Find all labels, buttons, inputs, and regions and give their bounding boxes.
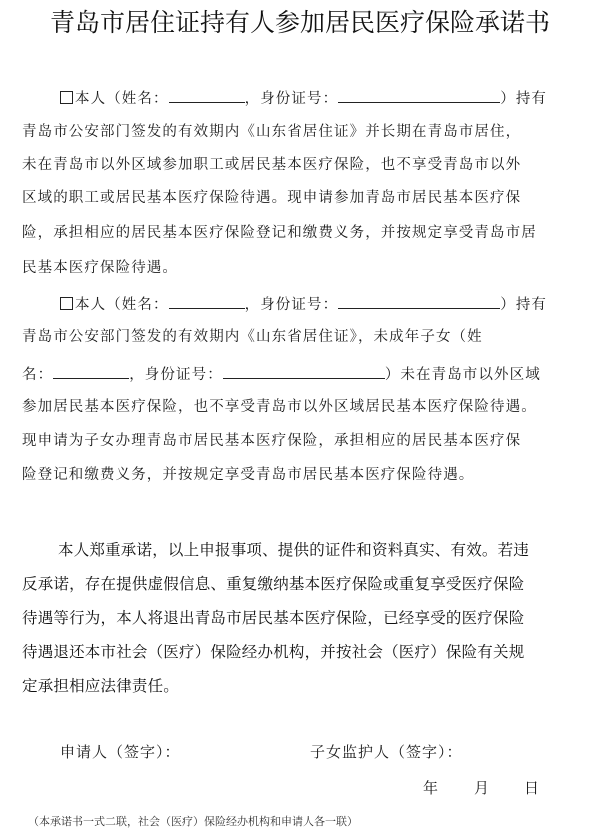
section1-line: 民基本医疗保险待遇。 (22, 260, 178, 276)
pledge-line: 待遇退还本市社会（医疗）保险经办机构，并按社会（医疗）保险有关规 (22, 643, 525, 661)
child-id-number-blank[interactable] (223, 363, 385, 379)
section2-line: 险登记和缴费义务，并按规定享受青岛市居民基本医疗保险待遇。 (22, 467, 475, 483)
label-name: 本人（姓名： (75, 91, 169, 107)
document-title: 青岛市居住证持有人参加居民医疗保险承诺书 (49, 8, 550, 37)
section1-line: 青岛市公安部门签发的有效期内《山东省居住证》并长期在青岛市居住， (22, 124, 522, 140)
guardian-signature-label: 子女监护人（签字）： (310, 743, 463, 761)
date-month-label: 月 (474, 779, 491, 797)
date-year-label: 年 (423, 779, 440, 797)
section2-line: 现申请为子女办理青岛市居民基本医疗保险，承担相应的居民基本医疗保 (22, 433, 522, 449)
section1-first-line (22, 87, 578, 109)
id-number-blank[interactable] (338, 293, 500, 309)
footnote: （本承诺书一式二联，社会（医疗）保险经办机构和申请人各一联） (28, 815, 358, 828)
section2-line: 青岛市公安部门签发的有效期内《山东省居住证》，未成年子女（姓 (22, 329, 483, 345)
label-not-outside: ）未在青岛市以外区域 (384, 367, 541, 383)
checkbox-self[interactable] (60, 91, 73, 104)
label-holds: ）持有 (500, 91, 548, 107)
label-child-id: ，身份证号： (129, 367, 223, 383)
label-child-name: 名： (22, 367, 54, 383)
section2-line: 参加居民基本医疗保险，也不享受青岛市以外区域居民基本医疗保险待遇。 (22, 399, 537, 415)
label-id: ，身份证号： (244, 91, 339, 107)
child-name-blank[interactable] (53, 363, 129, 379)
applicant-signature-label: 申请人（签字）： (60, 743, 181, 761)
section1-line: 险，承担相应的居民基本医疗保险登记和缴费义务，并按规定享受青岛市居 (22, 225, 537, 241)
id-number-blank[interactable] (338, 87, 500, 103)
pledge-line: 待遇等行为，本人将退出青岛市居民基本医疗保险，已经享受的医疗保险 (22, 609, 525, 627)
section1-line: 区域的职工或居民基本医疗保险待遇。现申请参加青岛市居民基本医疗保 (22, 190, 522, 206)
label-name: 本人（姓名： (75, 297, 169, 313)
section1-line: 未在青岛市以外区域参加职工或居民基本医疗保险，也不享受青岛市以外 (22, 157, 522, 173)
name-blank[interactable] (169, 293, 245, 309)
section2-first-line (22, 293, 578, 315)
pledge-line: 反承诺，存在提供虚假信息、重复缴纳基本医疗保险或重复享受医疗保险 (22, 575, 525, 593)
label-id: ，身份证号： (244, 297, 339, 313)
label-holds: ）持有 (500, 297, 548, 313)
date-day-label: 日 (524, 779, 541, 797)
section2-child-line (22, 363, 578, 385)
name-blank[interactable] (169, 87, 245, 103)
pledge-line: 定承担相应法律责任。 (22, 677, 180, 695)
pledge-line: 本人郑重承诺，以上申报事项、提供的证件和资料真实、有效。若违 (58, 541, 530, 559)
checkbox-child[interactable] (60, 297, 73, 310)
